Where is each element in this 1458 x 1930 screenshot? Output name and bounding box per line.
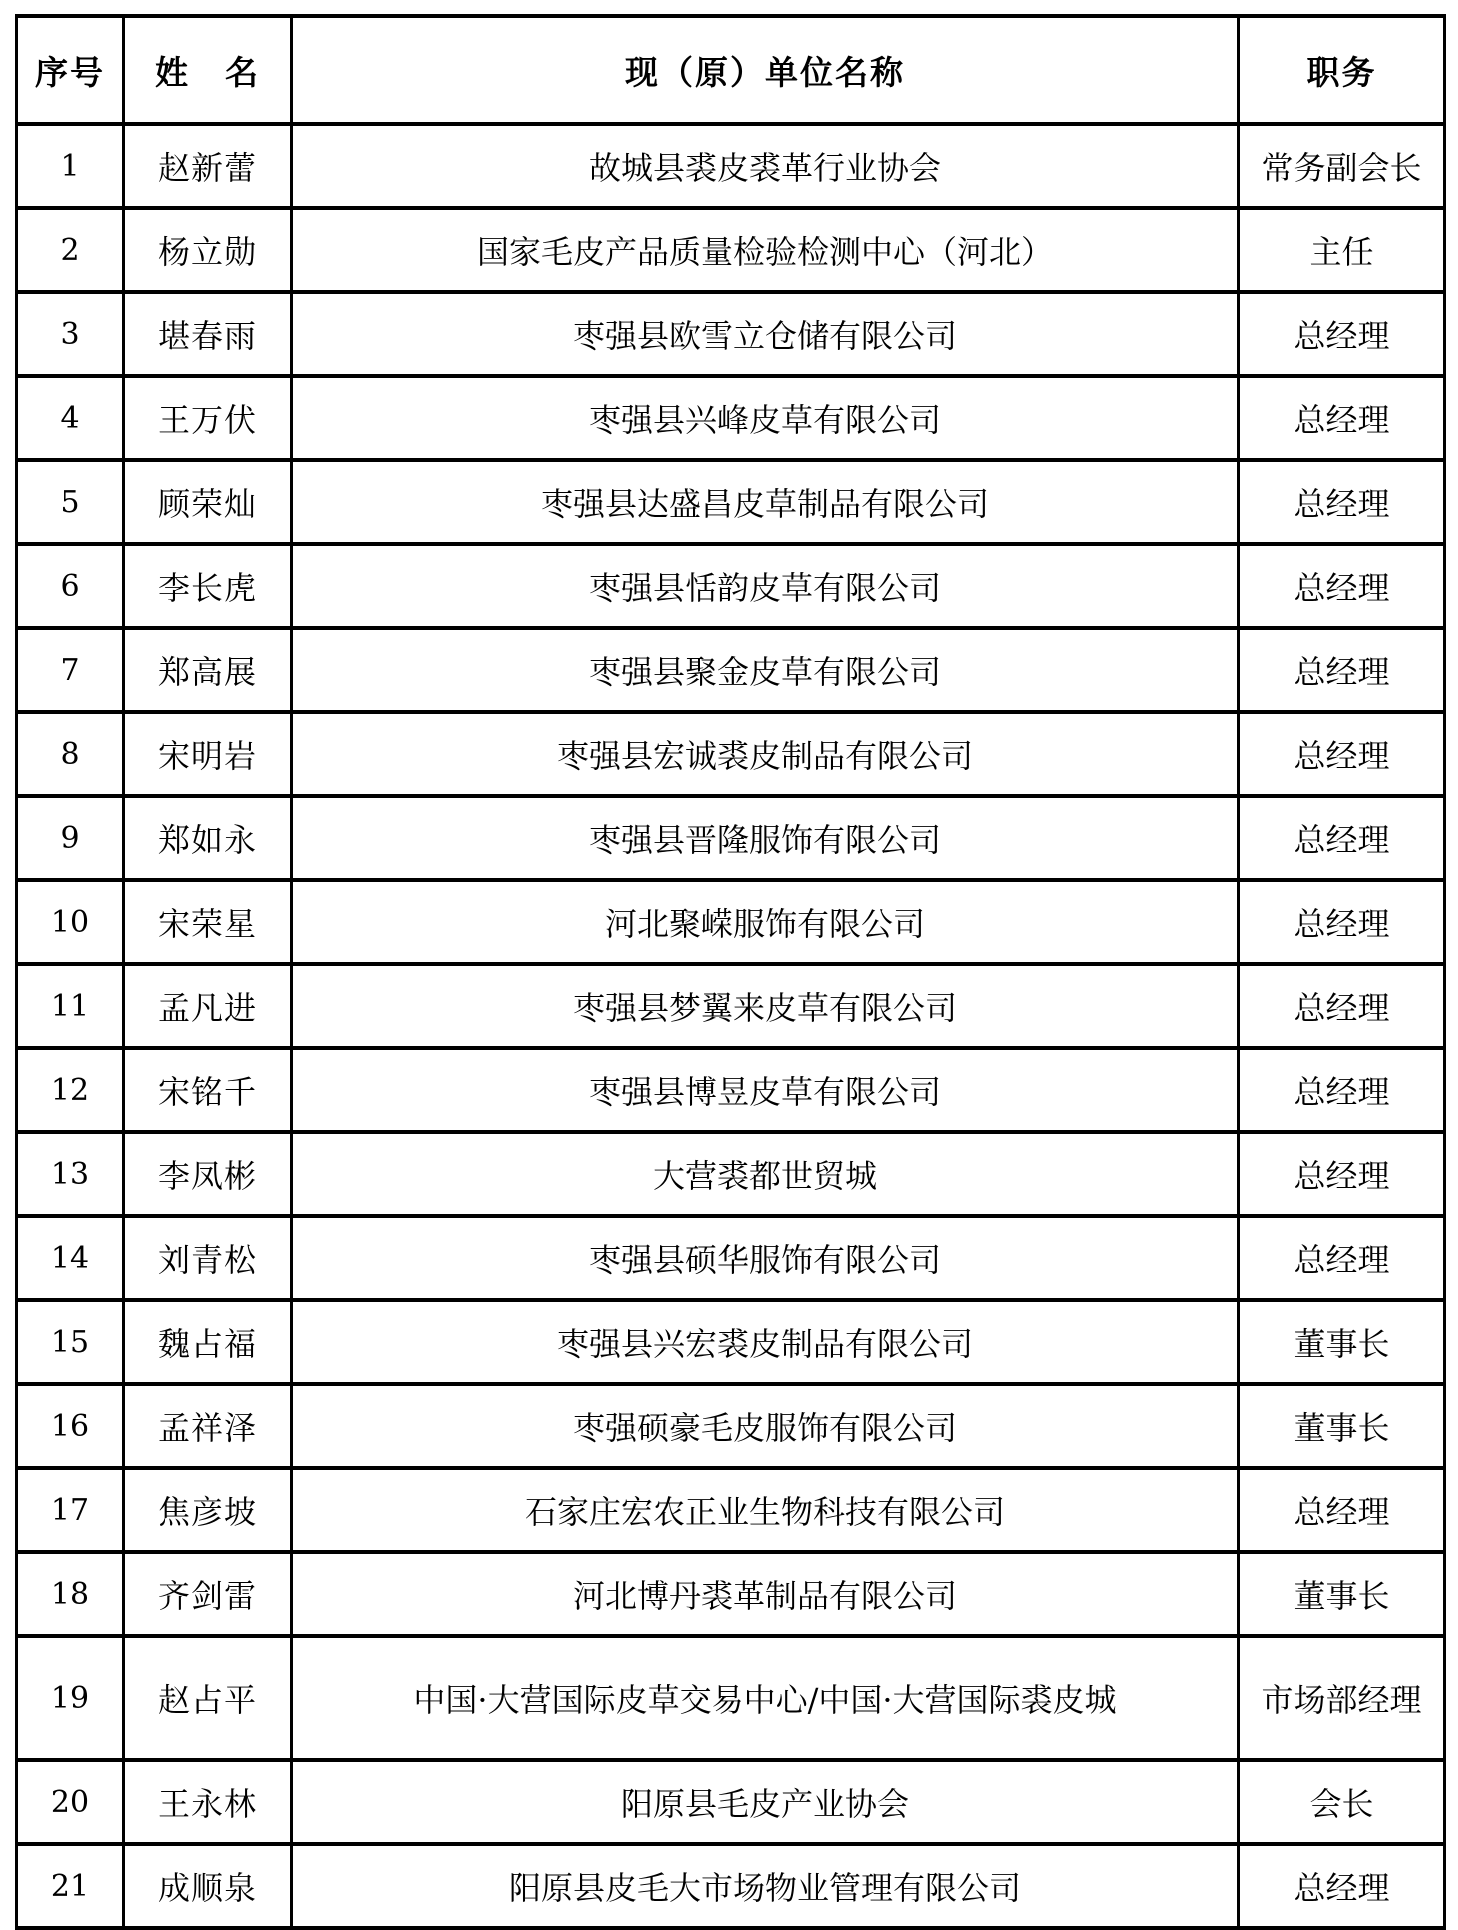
cell-title: 董事长 [1239,1384,1445,1468]
cell-org: 枣强县硕华服饰有限公司 [292,1216,1239,1300]
cell-title: 总经理 [1239,1132,1445,1216]
table-row [17,1468,1445,1552]
cell-name: 孟祥泽 [124,1384,292,1468]
table-row [17,544,1445,628]
cell-org: 河北聚嵘服饰有限公司 [292,880,1239,964]
cell-title: 主任 [1239,208,1445,292]
table-row [17,1048,1445,1132]
table-row [17,376,1445,460]
table-row [17,1300,1445,1384]
cell-no: 2 [17,208,124,292]
cell-org: 故城县裘皮裘革行业协会 [292,124,1239,208]
header-cell-no: 序号 [17,16,124,124]
cell-no: 17 [17,1468,124,1552]
table-header [17,16,1445,124]
cell-title: 董事长 [1239,1552,1445,1636]
cell-name: 赵新蕾 [124,124,292,208]
table-row [17,1552,1445,1636]
table-row [17,1760,1445,1844]
table-row [17,796,1445,880]
cell-no: 1 [17,124,124,208]
cell-org: 枣强县梦翼来皮草有限公司 [292,964,1239,1048]
table-row [17,712,1445,796]
cell-title: 总经理 [1239,628,1445,712]
cell-title: 总经理 [1239,460,1445,544]
cell-no: 18 [17,1552,124,1636]
cell-title: 总经理 [1239,1048,1445,1132]
cell-no: 15 [17,1300,124,1384]
cell-no: 20 [17,1760,124,1844]
cell-name: 焦彦坡 [124,1468,292,1552]
cell-title: 总经理 [1239,1844,1445,1928]
cell-org: 枣强硕豪毛皮服饰有限公司 [292,1384,1239,1468]
cell-no: 13 [17,1132,124,1216]
header-row [17,16,1445,124]
table-row [17,1636,1445,1760]
cell-name: 王万伏 [124,376,292,460]
cell-title: 总经理 [1239,1468,1445,1552]
cell-title: 总经理 [1239,292,1445,376]
table-row [17,124,1445,208]
table-row [17,964,1445,1048]
cell-title: 常务副会长 [1239,124,1445,208]
table-row [17,1132,1445,1216]
cell-no: 10 [17,880,124,964]
cell-name: 齐剑雷 [124,1552,292,1636]
cell-no: 6 [17,544,124,628]
cell-name: 李长虎 [124,544,292,628]
cell-name: 宋明岩 [124,712,292,796]
cell-org: 枣强县兴宏裘皮制品有限公司 [292,1300,1239,1384]
cell-title: 市场部经理 [1239,1636,1445,1760]
cell-org: 大营裘都世贸城 [292,1132,1239,1216]
cell-org: 阳原县毛皮产业协会 [292,1760,1239,1844]
cell-title: 总经理 [1239,544,1445,628]
cell-no: 11 [17,964,124,1048]
cell-name: 顾荣灿 [124,460,292,544]
cell-no: 7 [17,628,124,712]
cell-no: 4 [17,376,124,460]
header-cell-org: 现（原）单位名称 [292,16,1239,124]
cell-name: 杨立勋 [124,208,292,292]
cell-title: 总经理 [1239,1216,1445,1300]
cell-name: 魏占福 [124,1300,292,1384]
cell-no: 5 [17,460,124,544]
cell-no: 9 [17,796,124,880]
header-cell-title: 职务 [1239,16,1445,124]
cell-no: 16 [17,1384,124,1468]
cell-org: 阳原县皮毛大市场物业管理有限公司 [292,1844,1239,1928]
cell-org: 枣强县宏诚裘皮制品有限公司 [292,712,1239,796]
cell-org: 枣强县聚金皮草有限公司 [292,628,1239,712]
cell-org: 石家庄宏农正业生物科技有限公司 [292,1468,1239,1552]
cell-name: 郑高展 [124,628,292,712]
header-cell-name: 姓 名 [124,16,292,124]
roster-table [15,14,1446,1930]
cell-org: 枣强县晋隆服饰有限公司 [292,796,1239,880]
cell-no: 21 [17,1844,124,1928]
cell-org: 中国·大营国际皮草交易中心/中国·大营国际裘皮城 [292,1636,1239,1760]
cell-org: 枣强县恬韵皮草有限公司 [292,544,1239,628]
cell-no: 3 [17,292,124,376]
table-row [17,1844,1445,1928]
cell-name: 成顺泉 [124,1844,292,1928]
cell-no: 19 [17,1636,124,1760]
table-row [17,1384,1445,1468]
cell-name: 宋铭千 [124,1048,292,1132]
cell-name: 孟凡进 [124,964,292,1048]
cell-title: 会长 [1239,1760,1445,1844]
table-row [17,880,1445,964]
table-row [17,628,1445,712]
cell-title: 总经理 [1239,376,1445,460]
cell-org: 枣强县兴峰皮草有限公司 [292,376,1239,460]
cell-org: 河北博丹裘革制品有限公司 [292,1552,1239,1636]
cell-title: 董事长 [1239,1300,1445,1384]
table-row [17,208,1445,292]
cell-org: 国家毛皮产品质量检验检测中心（河北） [292,208,1239,292]
cell-name: 赵占平 [124,1636,292,1760]
cell-org: 枣强县博昱皮草有限公司 [292,1048,1239,1132]
cell-no: 14 [17,1216,124,1300]
table-row [17,292,1445,376]
cell-name: 宋荣星 [124,880,292,964]
cell-title: 总经理 [1239,964,1445,1048]
cell-name: 刘青松 [124,1216,292,1300]
cell-org: 枣强县达盛昌皮草制品有限公司 [292,460,1239,544]
cell-name: 李凤彬 [124,1132,292,1216]
cell-title: 总经理 [1239,712,1445,796]
cell-org: 枣强县欧雪立仓储有限公司 [292,292,1239,376]
cell-name: 堪春雨 [124,292,292,376]
cell-no: 8 [17,712,124,796]
cell-name: 郑如永 [124,796,292,880]
table-row [17,460,1445,544]
table-row [17,1216,1445,1300]
cell-name: 王永林 [124,1760,292,1844]
table-body [17,124,1445,1928]
cell-title: 总经理 [1239,880,1445,964]
cell-title: 总经理 [1239,796,1445,880]
cell-no: 12 [17,1048,124,1132]
